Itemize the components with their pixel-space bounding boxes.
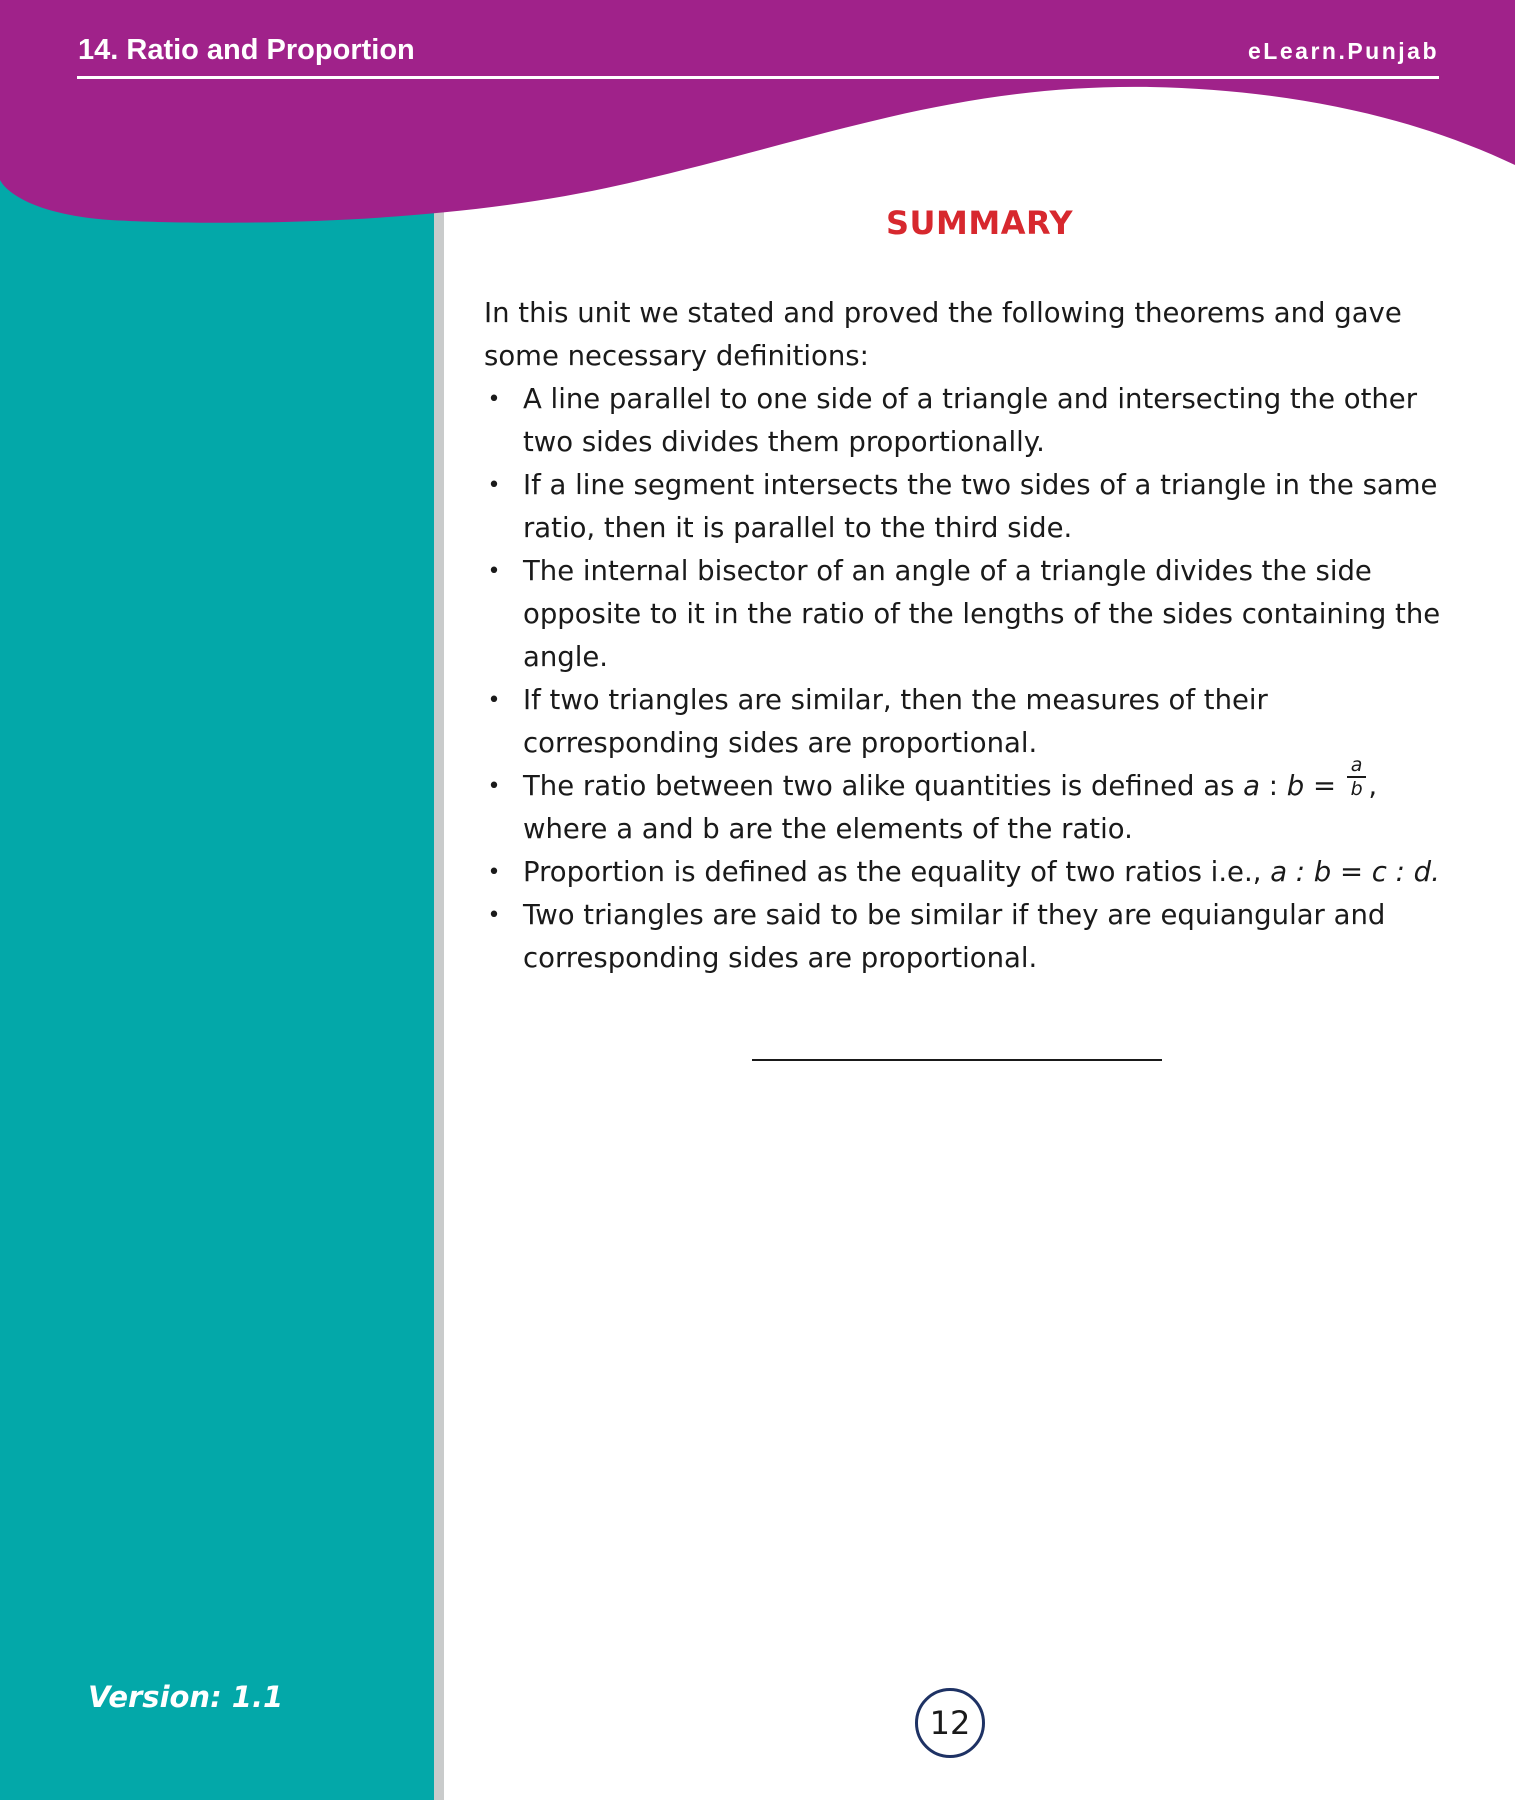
list-item (484, 851, 1459, 894)
summary-content (484, 292, 1459, 980)
version-label: Version: 1.1 (88, 1680, 284, 1714)
list-item (484, 464, 1459, 550)
summary-intro: In this unit we stated and proved the following theorems and gave some necessary definitions: (484, 297, 1402, 372)
list-item-text: A line parallel to one side of a triangle and intersecting the other two sides divides them proportionally. (523, 383, 1418, 458)
list-item-text: Two triangles are said to be similar if they are equiangular and corresponding sides are proportional. (523, 899, 1386, 974)
list-item (484, 894, 1459, 980)
math-b: b (1286, 770, 1305, 802)
chapter-title: 14. Ratio and Proportion (78, 34, 415, 66)
page-number: 12 (929, 1704, 971, 1742)
proportion-formula: a : b = c : d. (1270, 856, 1440, 888)
list-item-text: If two triangles are similar, then the measures of their corresponding sides are proportional. (523, 684, 1268, 759)
bullet-icon: • (487, 387, 501, 412)
list-item-text: Proportion is defined as the equality of two ratios i.e., (523, 856, 1271, 888)
sidebar-band (0, 0, 434, 1800)
bullet-icon: • (487, 559, 501, 584)
list-item-text: If a line segment intersects the two sides of a triangle in the same ratio, then it is parallel to the third side. (523, 469, 1438, 544)
summary-heading: SUMMARY (885, 204, 1074, 242)
bullet-icon: • (487, 688, 501, 713)
fraction-denominator: b (1350, 778, 1363, 800)
bullet-icon: • (487, 774, 501, 799)
bullet-icon: • (487, 903, 501, 928)
summary-list (484, 378, 1459, 980)
list-item (484, 679, 1459, 765)
ratio-fraction (1347, 754, 1367, 800)
math-colon: : (1260, 770, 1287, 802)
math-a: a (1243, 770, 1261, 802)
section-end-rule (752, 1059, 1162, 1061)
math-equals: = (1304, 770, 1345, 802)
list-item-text-continued: where a and b are the elements of the ratio. (523, 813, 1133, 845)
bullet-icon: • (487, 860, 501, 885)
list-item (484, 378, 1459, 464)
sidebar-edge (434, 0, 444, 1800)
list-item-text: The ratio between two alike quantities is defined as (523, 770, 1244, 802)
bullet-icon: • (487, 473, 501, 498)
list-item-text: The internal bisector of an angle of a triangle divides the side opposite to it in the ratio of the lengths of the sides containing the angle. (523, 555, 1441, 673)
list-item (484, 550, 1459, 679)
fraction-numerator: a (1347, 754, 1367, 778)
header-divider (77, 76, 1439, 79)
page-number-badge (915, 1688, 985, 1758)
math-comma: , (1368, 770, 1378, 802)
list-item (484, 754, 1459, 851)
brand-name: eLearn.Punjab (1248, 38, 1439, 64)
